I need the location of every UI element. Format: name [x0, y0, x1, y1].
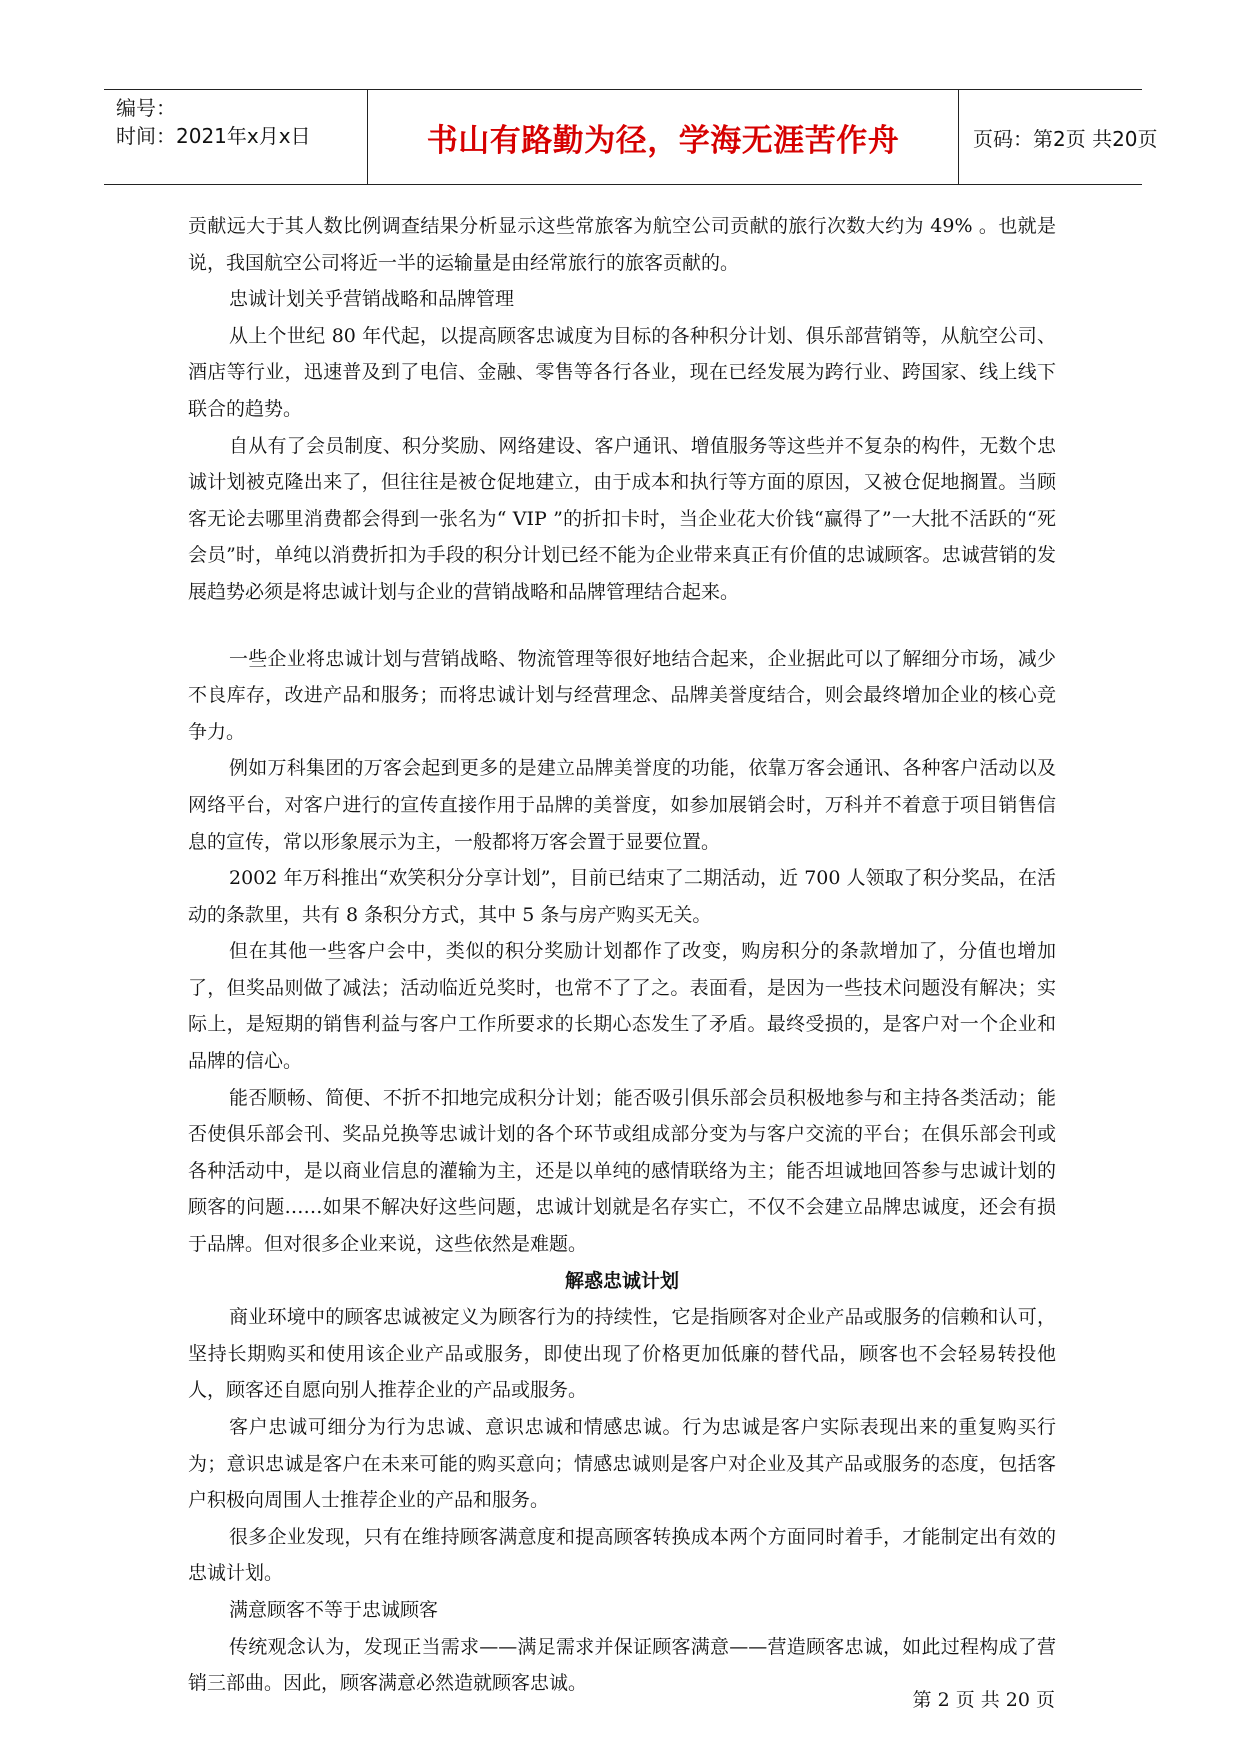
body-paragraph: 商业环境中的顾客忠诚被定义为顾客行为的持续性，它是指顾客对企业产品或服务的信赖和认可，坚持长期购买和使用该企业产品或服务，即使出现了价格更加低廉的替代品，顾客也不会轻易转投他人，顾客还自愿向别人推荐企业的产品或服务。 — [188, 1306, 1056, 1402]
body-paragraph: 很多企业发现，只有在维持顾客满意度和提高顾客转换成本两个方面同时着手，才能制定出有效的忠诚计划。 — [188, 1525, 1056, 1585]
body-paragraph: 传统观念认为，发现正当需求——满足需求并保证顾客满意——营造顾客忠诚，如此过程构成了营销三部曲。因此，顾客满意必然造就顾客忠诚。 — [188, 1635, 1056, 1695]
body-paragraph: 从上个世纪 80 年代起，以提高顾客忠诚度为目标的各种积分计划、俱乐部营销等，从航空公司、酒店等行业，迅速普及到了电信、金融、零售等各行各业，现在已经发展为跨行业、跨国家、线上线下联合的趋势。 — [188, 324, 1056, 420]
document-number-label: 编号： — [116, 96, 176, 120]
section-subtitle: 满意顾客不等于忠诚顾客 — [229, 1598, 439, 1621]
document-header — [104, 89, 1158, 185]
header-motto: 书山有路勤为径，学海无涯苦作舟 — [368, 90, 959, 184]
section-heading: 解惑忠诚计划 — [564, 1269, 679, 1292]
body-paragraph: 自从有了会员制度、积分奖励、网络建设、客户通讯、增值服务等这些并不复杂的构件，无数个忠诚计划被克隆出来了，但往往是被仓促地建立，由于成本和执行等方面的原因，又被仓促地搁置。当顾客无论去哪里消费都会得到一张名为“ VIP ”的折扣卡时，当企业花大价钱“赢得了”一大批不活跃的“死会员”时，单纯以消费折扣为手段的积分计划已经不能为企业带来真正有价值的忠诚顾客。忠诚营销的发展趋势必须是将忠诚计划与企业的营销战略和品牌管理结合起来。 — [188, 434, 1056, 603]
body-paragraph: 一些企业将忠诚计划与营销战略、物流管理等很好地结合起来，企业据此可以了解细分市场，减少不良库存，改进产品和服务；而将忠诚计划与经营理念、品牌美誉度结合，则会最终增加企业的核心竞争力。 — [188, 647, 1056, 743]
header-meta-cell — [104, 90, 368, 184]
body-paragraph: 2002 年万科推出“欢笑积分分享计划”，目前已结束了二期活动，近 700 人领取了积分奖品，在活动的条款里，共有 8 条积分方式，其中 5 条与房产购买无关。 — [188, 867, 1056, 926]
body-paragraph: 客户忠诚可细分为行为忠诚、意识忠诚和情感忠诚。行为忠诚是客户实际表现出来的重复购买行为；意识忠诚是客户在未来可能的购买意向；情感忠诚则是客户对企业及其产品或服务的态度，包括客户积极向周围人士推荐企业的产品和服务。 — [188, 1416, 1056, 1512]
body-paragraph: 贡献远大于其人数比例调查结果分析显示这些常旅客为航空公司贡献的旅行次数大约为 49% 。也就是说，我国航空公司将近一半的运输量是由经常旅行的旅客贡献的。 — [188, 215, 1056, 274]
body-paragraph: 例如万科集团的万客会起到更多的是建立品牌美誉度的功能，依靠万客会通讯、各种客户活动以及网络平台，对客户进行的宣传直接作用于品牌的美誉度，如参加展销会时，万科并不着意于项目销售信息的宣传，常以形象展示为主，一般都将万客会置于显要位置。 — [188, 757, 1056, 853]
header-page-label: 页码：第2页 共20页 — [973, 126, 1158, 151]
page-footer: 第 2 页 共 20 页 — [912, 1689, 1055, 1711]
body-paragraph: 能否顺畅、简便、不折不扣地完成积分计划；能否吸引俱乐部会员积极地参与和主持各类活动；能否使俱乐部会刊、奖品兑换等忠诚计划的各个环节或组成部分变为与客户交流的平台；在俱乐部会刊或各种活动中，是以商业信息的灌输为主，还是以单纯的感情联络为主；能否坦诚地回答参与忠诚计划的顾客的问题……如果不解决好这些问题，忠诚计划就是名存实亡，不仅不会建立品牌忠诚度，还会有损于品牌。但对很多企业来说，这些依然是难题。 — [188, 1086, 1056, 1256]
document-body — [188, 208, 1056, 1702]
section-subtitle: 忠诚计划关乎营销战略和品牌管理 — [229, 288, 515, 311]
body-paragraph: 但在其他一些客户会中，类似的积分奖励计划都作了改变，购房积分的条款增加了，分值也增加了，但奖品则做了减法；活动临近兑奖时，也常不了了之。表面看，是因为一些技术问题没有解决；实际上，是短期的销售利益与客户工作所要求的长期心态发生了矛盾。最终受损的，是客户对一个企业和品牌的信心。 — [188, 940, 1056, 1073]
document-time-label: 时间：2021年x月x日 — [116, 124, 311, 148]
